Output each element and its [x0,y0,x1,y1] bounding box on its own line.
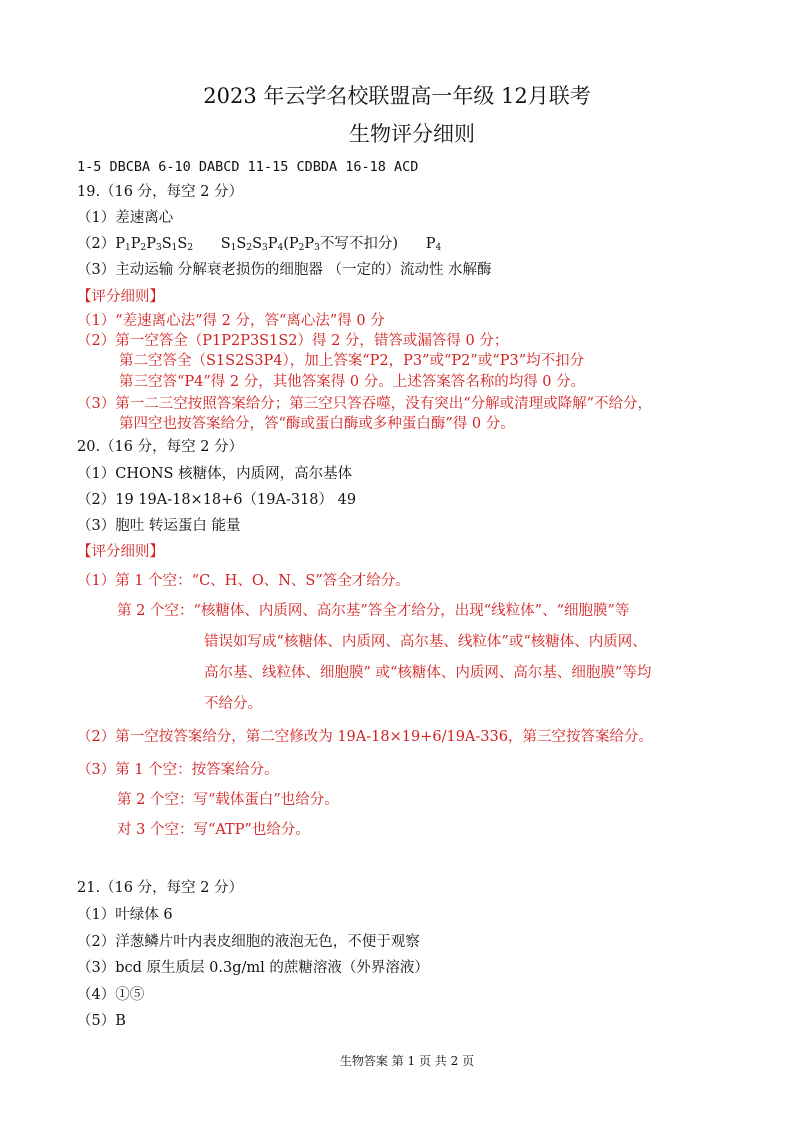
mc-answers: 1-5 DBCBA 6-10 DABCD 11-15 CDBDA 16-18 ACD [77,159,419,175]
q20-rubric-2: （2）第一空按答案给分，第二空修改为 19A-18×19+6/19A-336，第三空按答案给分。 [77,729,653,745]
q19-rubric-3b: 第四空也按答案给分，答“酶或蛋白酶或多种蛋白酶”得 0 分。 [119,416,515,432]
q21-answer-1: （1）叶绿体 6 [77,907,173,923]
q20-heading: 20.（16 分，每空 2 分） [77,439,244,455]
q20-rubric-3c: 对 3 个空：写“ATP”也给分。 [117,822,310,838]
q19-answer-1: （1）差速离心 [77,210,174,226]
q19-answer-2: $(2)P_1P_2P_3S_1S_2$ $S_1S_2S_3P_4(P_2P_3$不写不扣分) $P_4$ [77,236,442,253]
q20-rubric-1a: （1）第 1 个空：“C、H、O、N、S”答全才给分。 [77,573,410,589]
q19-heading: 19.（16 分，每空 2 分） [77,184,244,200]
q20-rubric-1d: 高尔基、线粒体、细胞膜” 或“核糖体、内质网、高尔基、细胞膜”等均 [204,665,652,681]
page-subtitle: 生物评分细则 [349,122,475,146]
q20-rubric-title: 【评分细则】 [77,544,164,560]
q19-rubric-title: 【评分细则】 [77,289,164,305]
q21-heading: 21.（16 分，每空 2 分） [77,880,244,896]
q19-rubric-2c: 第三空答“P4”得 2 分，其他答案得 0 分。上述答案答名称的均得 0 分。 [119,374,586,390]
q20-answer-2: （2）19 19A-18×18+6（19A-318） 49 [77,492,357,508]
q19-answer-2-prefix: （2） [77,236,116,252]
q19-rubric-2a: （2）第一空答全（P1P2P3S1S2）得 2 分，错答或漏答得 0 分； [77,333,509,349]
q20-answer-1: （1）CHONS 核糖体，内质网，高尔基体 [77,466,353,482]
q21-answer-2: （2）洋葱鳞片叶内表皮细胞的液泡无色，不便于观察 [77,934,420,950]
q19-answer-3: （3）主动运输 分解衰老损伤的细胞器 （一定的）流动性 水解酶 [77,262,492,278]
q21-answer-4: （4）①⑤ [77,987,145,1003]
q20-rubric-1c: 错误如写成“核糖体、内质网、高尔基、线粒体”或“核糖体、内质网、 [204,634,647,650]
q20-rubric-3b: 第 2 个空：写“载体蛋白”也给分。 [117,792,339,808]
q20-rubric-3a: （3）第 1 个空：按答案给分。 [77,762,279,778]
q19-rubric-3a: （3）第一二三空按照答案给分；第三空只答吞噬，没有突出“分解或清理或降解”不给分， [77,396,653,412]
q20-answer-3: （3）胞吐 转运蛋白 能量 [77,518,241,534]
page-footer: 生物答案 第 1 页 共 2 页 [339,1054,475,1068]
q20-rubric-1b: 第 2 个空：“核糖体、内质网、高尔基”答全才给分，出现“线粒体”、“细胞膜”等 [117,603,630,619]
q20-rubric-1e: 不给分。 [204,696,262,712]
q21-answer-5: （5）B [77,1013,126,1029]
q19-rubric-1: （1）“差速离心法”得 2 分，答“离心法”得 0 分 [77,313,385,329]
q19-rubric-2b: 第二空答全（S1S2S3P4），加上答案“P2，P3”或“P2”或“P3”均不扣分 [119,353,585,369]
q21-answer-3: （3）bcd 原生质层 0.3g/ml 的蔗糖溶液（外界溶液） [77,960,429,976]
page-title: 2023 年云学名校联盟高一年级 12月联考 [203,84,591,108]
